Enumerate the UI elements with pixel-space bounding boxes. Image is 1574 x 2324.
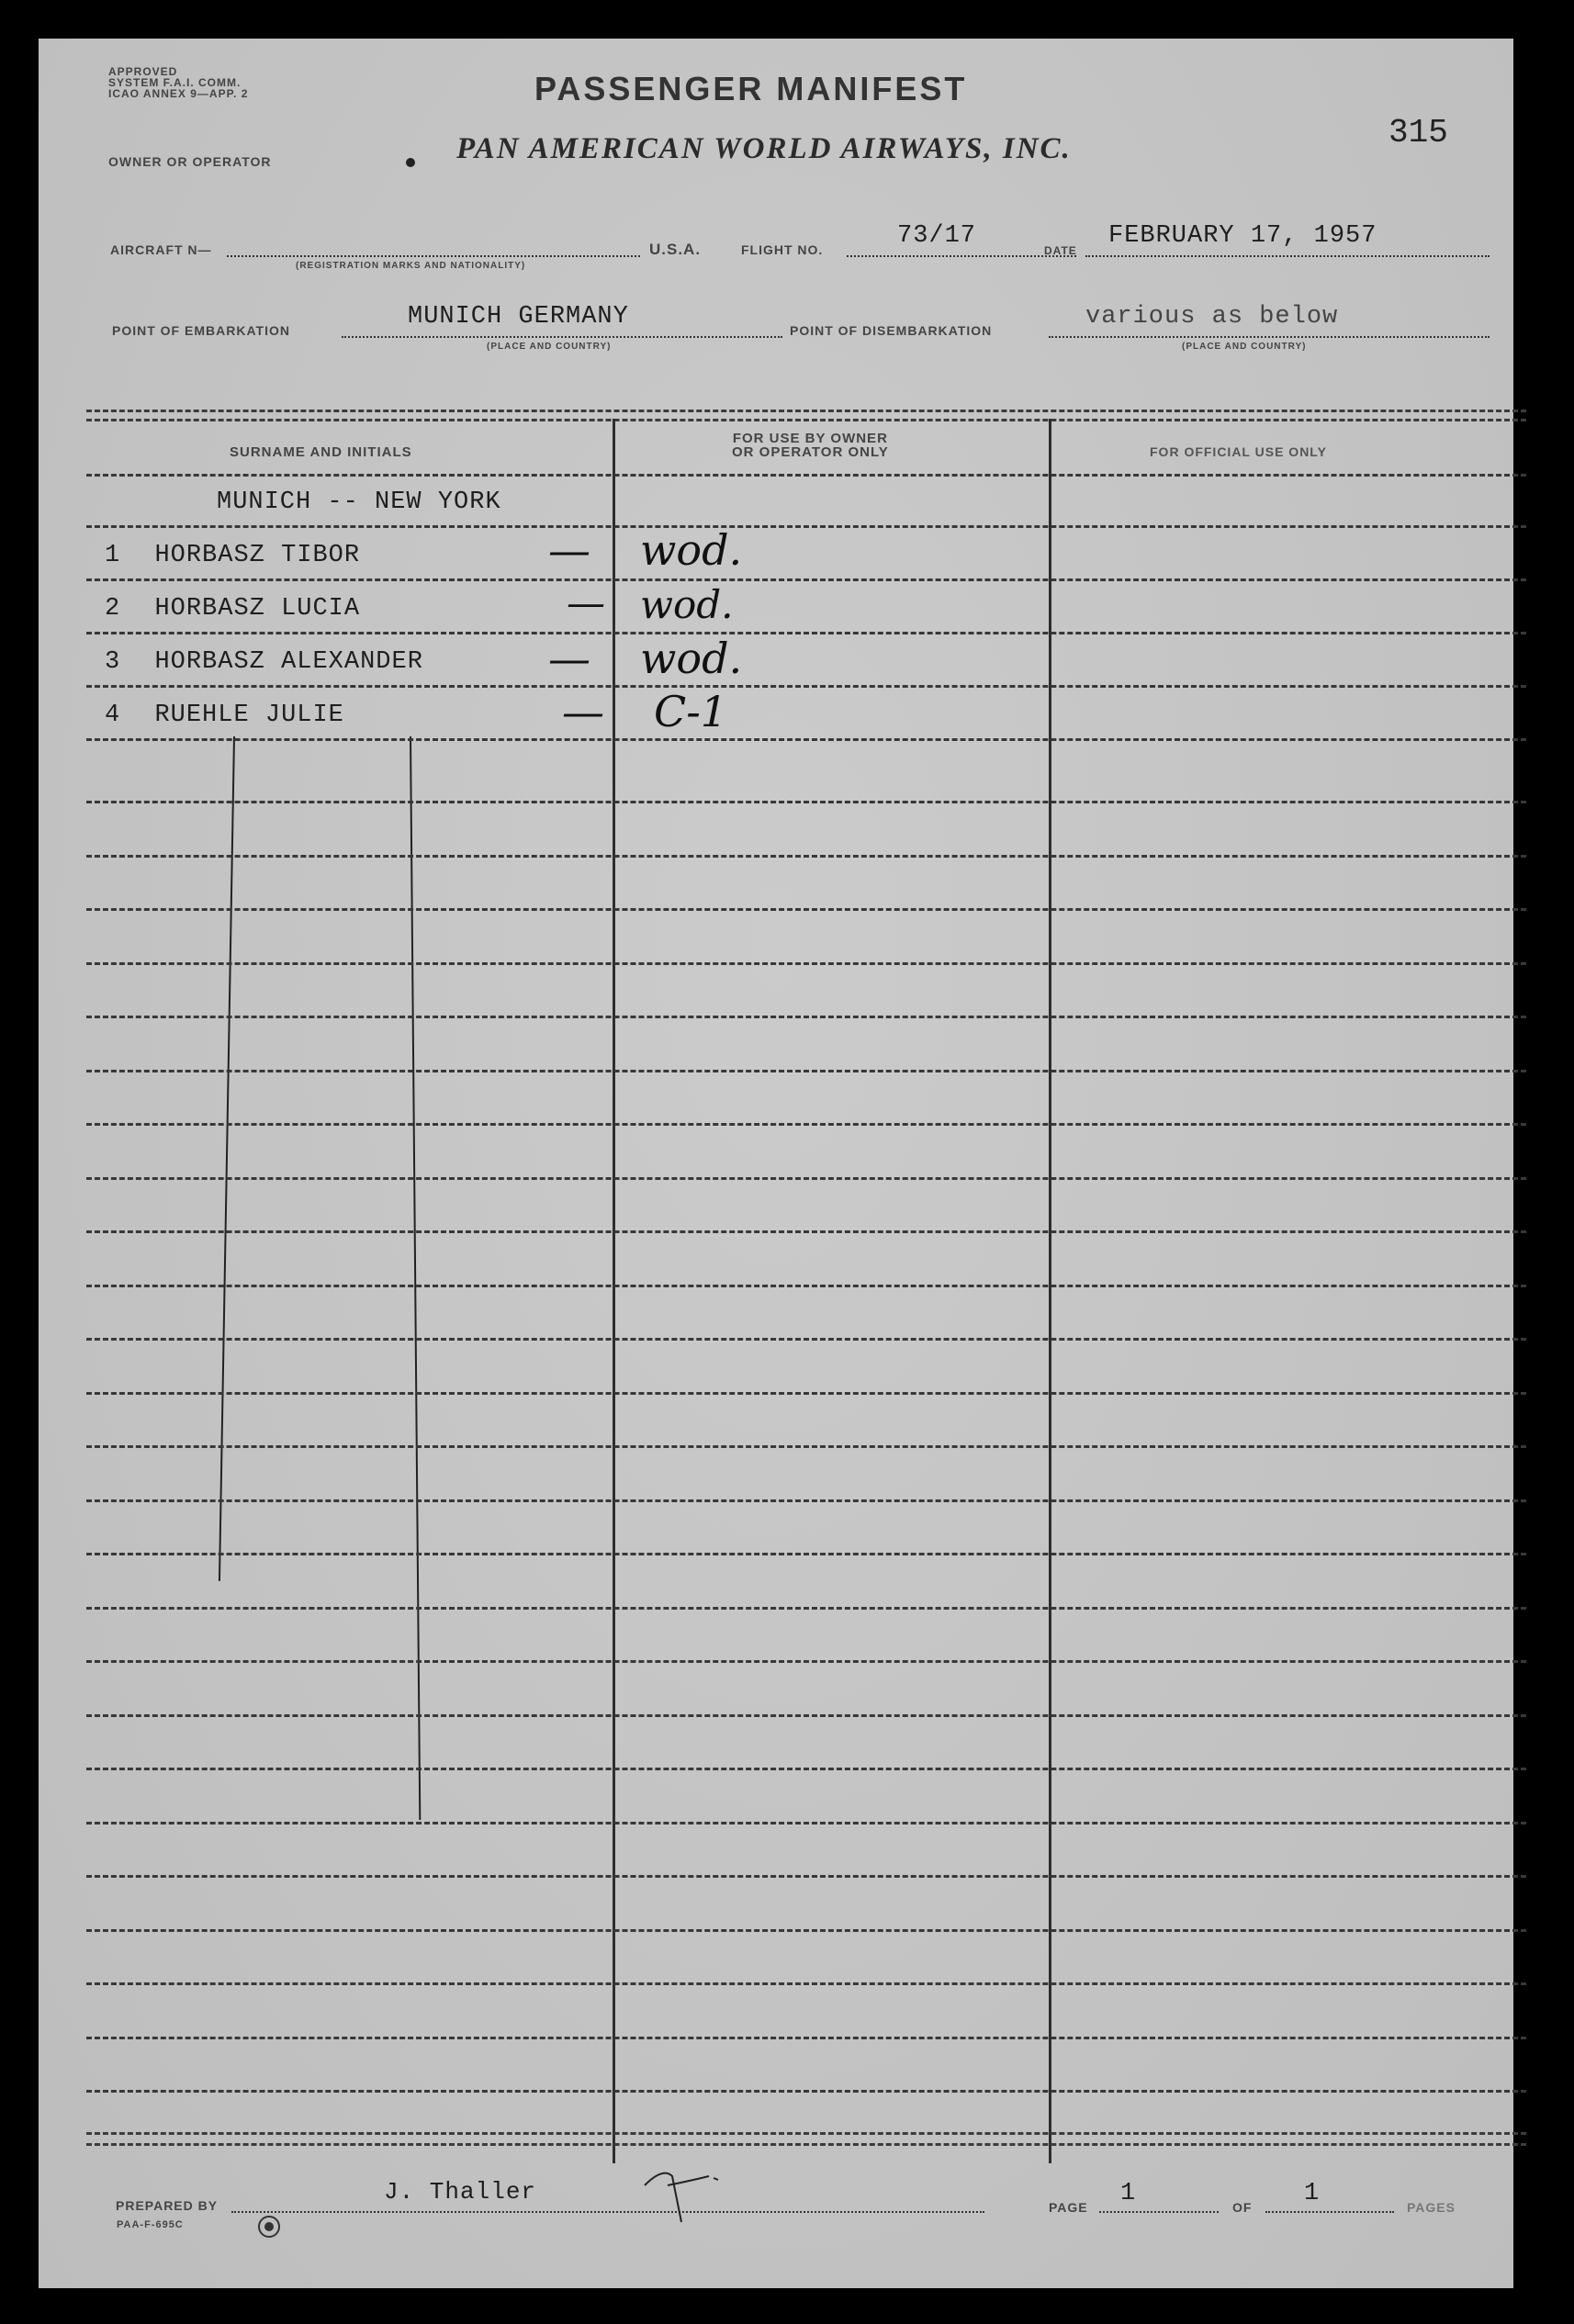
- row-rule: [86, 525, 1526, 528]
- pages-label: PAGES: [1407, 2200, 1456, 2215]
- approval-line-1: APPROVED: [108, 65, 178, 78]
- row-rule: [86, 1392, 1526, 1395]
- page-label: PAGE: [1049, 2200, 1088, 2215]
- approval-block: [108, 66, 248, 99]
- row-rule: [86, 1822, 1526, 1824]
- col-divider-2: [1049, 419, 1051, 2163]
- passenger-name: RUEHLE JULIE: [154, 702, 344, 729]
- of-line: [1265, 2211, 1394, 2213]
- passenger-mark: —: [548, 634, 590, 683]
- embark-note: (PLACE AND COUNTRY): [487, 342, 612, 352]
- approval-line-3: ICAO ANNEX 9—APP. 2: [108, 87, 249, 100]
- row-rule: [86, 1875, 1526, 1878]
- row-rule: [86, 1177, 1526, 1180]
- passenger-note: wod.: [640, 634, 743, 683]
- signature-scribble: [626, 2158, 736, 2231]
- owner-label: OWNER OR OPERATOR: [108, 154, 272, 169]
- row-rule: [86, 474, 1526, 477]
- owner-value: PAN AMERICAN WORLD AIRWAYS, INC.: [456, 132, 1072, 165]
- passenger-mark: —: [548, 525, 590, 575]
- form-code: PAA-F-695C: [117, 2219, 184, 2230]
- row-rule: [86, 1070, 1526, 1072]
- disembark-line: [1049, 336, 1490, 338]
- row-rule: [86, 2090, 1526, 2093]
- bracket-line-left: [219, 736, 235, 1581]
- flight-label: FLIGHT NO.: [741, 242, 824, 257]
- row-rule: [86, 1285, 1526, 1287]
- page-value: 1: [1120, 2180, 1137, 2207]
- col-header-official: FOR OFFICIAL USE ONLY: [1150, 444, 1327, 459]
- row-rule: [86, 2037, 1526, 2039]
- row-rule: [86, 1499, 1526, 1502]
- row-rule: [86, 962, 1526, 965]
- row-rule: [86, 908, 1526, 911]
- usa-label: U.S.A.: [649, 241, 702, 258]
- passenger-mark: —: [562, 687, 604, 736]
- row-rule: [86, 738, 1526, 741]
- union-bug-icon: [257, 2215, 281, 2239]
- col-header-surname: SURNAME AND INITIALS: [230, 444, 412, 460]
- row-rule: [86, 855, 1526, 858]
- row-rule: [86, 1607, 1526, 1610]
- header-rule-top: [86, 410, 1526, 412]
- row-rule: [86, 1016, 1526, 1018]
- row-rule: [86, 801, 1526, 803]
- passenger-num: 3: [105, 648, 121, 676]
- header-rule-top-2: [86, 419, 1526, 421]
- passenger-row-2: [105, 595, 360, 623]
- row-rule: [86, 578, 1526, 581]
- embark-line: [342, 336, 782, 338]
- passenger-name: HORBASZ ALEXANDER: [154, 648, 423, 676]
- aircraft-label: AIRCRAFT N—: [110, 242, 212, 257]
- passenger-row-1: [105, 542, 360, 569]
- col-header-operator: [732, 432, 889, 459]
- col-divider-1: [613, 419, 615, 2163]
- aircraft-line: [227, 255, 640, 257]
- footer-rule-1: [86, 2132, 1526, 2135]
- row-rule: [86, 685, 1526, 688]
- row-rule: [86, 1230, 1526, 1233]
- date-label: DATE: [1044, 244, 1077, 257]
- prepared-value: J. Thaller: [384, 2178, 537, 2206]
- row-rule: [86, 1982, 1526, 1985]
- page-line: [1099, 2211, 1219, 2213]
- row-rule: [86, 1929, 1526, 1932]
- col-header-operator-line1: FOR USE BY OWNER: [732, 431, 888, 446]
- row-rule: [86, 1445, 1526, 1448]
- of-label: OF: [1232, 2200, 1253, 2215]
- passenger-num: 4: [105, 702, 121, 729]
- of-value: 1: [1304, 2180, 1321, 2207]
- passenger-name: HORBASZ LUCIA: [154, 595, 361, 623]
- row-rule: [86, 1714, 1526, 1717]
- embark-value: MUNICH GERMANY: [408, 303, 629, 331]
- passenger-note: wod.: [640, 525, 743, 575]
- manifest-paper: [39, 39, 1513, 2288]
- date-value: FEBRUARY 17, 1957: [1108, 222, 1377, 250]
- bracket-line-right: [410, 736, 421, 1820]
- form-title: PASSENGER MANIFEST: [534, 70, 968, 107]
- disembark-note: (PLACE AND COUNTRY): [1182, 342, 1307, 352]
- passenger-note: wod.: [640, 582, 734, 627]
- date-line: [1085, 255, 1490, 257]
- route-text: MUNICH -- NEW YORK: [217, 488, 501, 516]
- passenger-num: 1: [105, 542, 121, 569]
- row-rule: [86, 632, 1526, 634]
- row-rule: [86, 1338, 1526, 1341]
- flight-line: [847, 255, 1076, 257]
- disembark-value: various as below: [1085, 303, 1339, 331]
- registration-note: (REGISTRATION MARKS AND NATIONALITY): [296, 261, 526, 271]
- passenger-num: 2: [105, 595, 121, 623]
- embark-label: POINT OF EMBARKATION: [112, 323, 290, 338]
- passenger-row-3: [105, 648, 423, 676]
- prepared-label: PREPARED BY: [116, 2198, 219, 2213]
- passenger-row-4: [105, 702, 344, 729]
- col-header-operator-line2: OR OPERATOR ONLY: [732, 444, 889, 460]
- dot-mark: [406, 158, 415, 167]
- row-rule: [86, 1660, 1526, 1663]
- disembark-label: POINT OF DISEMBARKATION: [790, 323, 993, 338]
- row-rule: [86, 1123, 1526, 1126]
- page-stamp-number: 315: [1388, 114, 1448, 152]
- row-rule: [86, 1553, 1526, 1555]
- passenger-mark: —: [567, 580, 605, 625]
- row-rule: [86, 1768, 1526, 1770]
- flight-value: 73/17: [897, 222, 977, 250]
- approval-line-2: SYSTEM F.A.I. COMM.: [108, 76, 242, 89]
- passenger-note: C-1: [654, 687, 728, 736]
- passenger-name: HORBASZ TIBOR: [154, 542, 361, 569]
- prepared-line: [231, 2211, 984, 2213]
- footer-rule-2: [86, 2143, 1526, 2146]
